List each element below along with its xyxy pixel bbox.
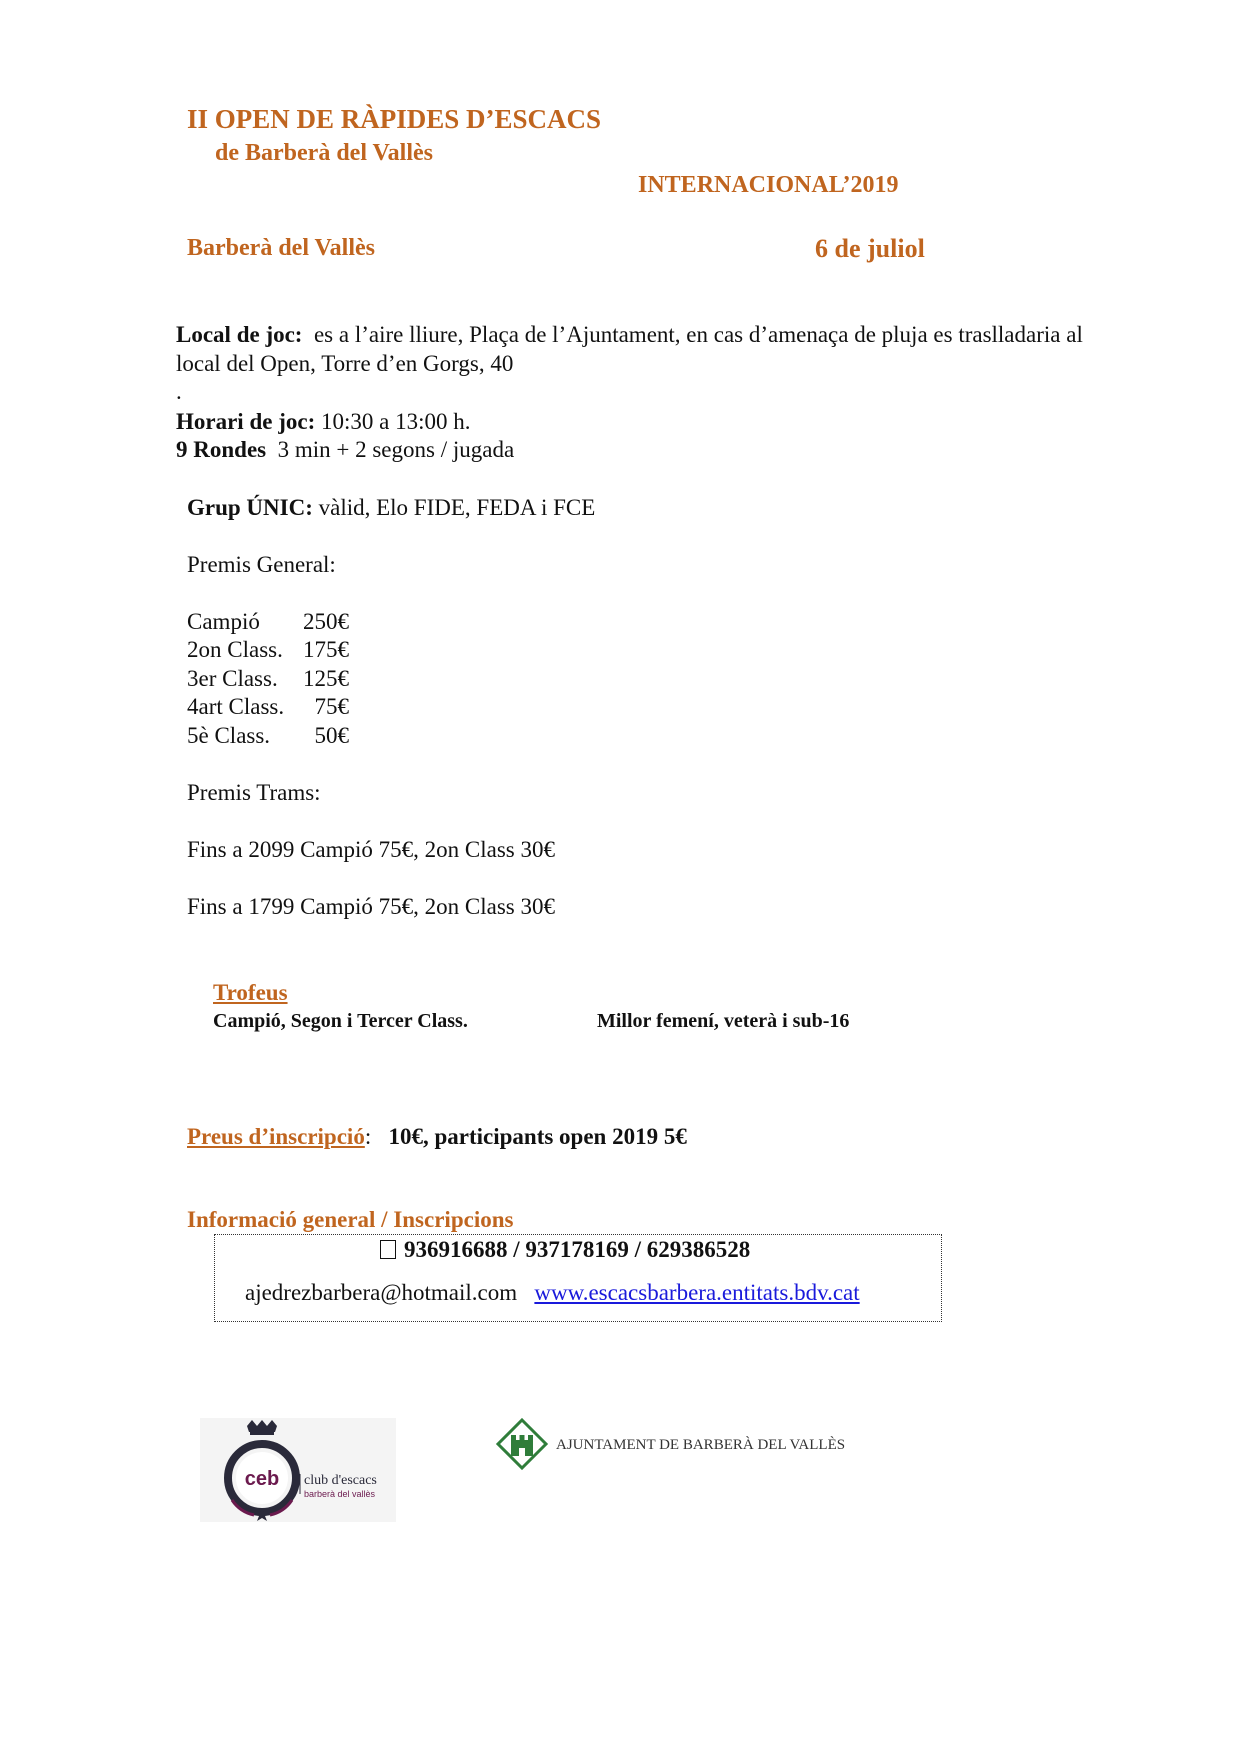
prizes-trams-heading: Premis Trams: xyxy=(187,780,321,805)
prize-row xyxy=(187,637,349,663)
prize-amount: 75€ xyxy=(314,694,349,719)
prize-label: 2on Class. xyxy=(187,637,283,662)
title-line-2: de Barberà del Vallès xyxy=(215,140,434,166)
date: 6 de juliol xyxy=(815,234,925,263)
ajuntament-logo xyxy=(496,1418,846,1468)
info-heading: Informació general / Inscripcions xyxy=(187,1207,514,1232)
club-abbr: ceb xyxy=(244,1468,280,1490)
prize-row xyxy=(187,723,349,749)
schedule-value: 10:30 a 13:00 h. xyxy=(320,409,471,434)
prize-row xyxy=(187,666,349,692)
prize-label: 4art Class. xyxy=(187,694,285,719)
trams-row: Fins a 1799 Campió 75€, 2on Class 30€ xyxy=(187,894,556,919)
venue-line-2: local del Open, Torre d’en Gorgs, 40 xyxy=(176,351,514,376)
club-emblem-icon xyxy=(200,1418,396,1522)
email[interactable]: ajedrezbarbera@hotmail.com xyxy=(245,1280,518,1305)
prize-amount: 250€ xyxy=(303,609,349,634)
venue-line-1 xyxy=(176,322,1083,348)
prize-label: 3er Class. xyxy=(187,666,278,691)
title-line-1: II OPEN DE RÀPIDES D’ESCACS xyxy=(187,104,602,134)
trophies-left: Campió, Segon i Tercer Class. xyxy=(213,1010,468,1032)
trophies-heading: Trofeus xyxy=(213,980,288,1005)
schedule-label: Horari de joc: xyxy=(176,409,316,434)
club-logo xyxy=(200,1418,396,1522)
registration-label: Preus d’inscripció xyxy=(187,1124,365,1149)
prize-label: 5è Class. xyxy=(187,723,271,748)
registration-colon: : xyxy=(364,1124,372,1149)
group-label: Grup ÚNIC: xyxy=(187,495,313,520)
prize-amount: 175€ xyxy=(303,637,349,662)
ajuntament-name: AJUNTAMENT DE BARBERÀ DEL VALLÈS xyxy=(556,1437,846,1453)
group xyxy=(187,495,595,521)
prizes-general-heading: Premis General: xyxy=(187,552,336,577)
trophies-right: Millor femení, veterà i sub-16 xyxy=(597,1010,850,1032)
club-name: club d'escacs xyxy=(304,1473,377,1488)
prize-row xyxy=(187,609,349,635)
group-value: vàlid, Elo FIDE, FEDA i FCE xyxy=(318,495,596,520)
venue-dot: . xyxy=(176,379,182,404)
contact-line xyxy=(245,1280,860,1306)
phone-icon xyxy=(380,1240,396,1259)
place: Barberà del Vallès xyxy=(187,235,376,261)
prize-amount: 50€ xyxy=(314,723,349,748)
prize-amount: 125€ xyxy=(303,666,349,691)
schedule xyxy=(176,409,470,435)
venue-text: es a l’aire lliure, Plaça de l’Ajuntament, en cas d’amenaça de pluja es traslladaria al xyxy=(313,322,1083,347)
phones xyxy=(380,1237,750,1263)
rounds-value: 3 min + 2 segons / jugada xyxy=(277,437,515,462)
club-town: barberà del vallès xyxy=(304,1489,376,1499)
prize-label: Campió xyxy=(187,609,260,634)
rounds xyxy=(176,437,514,463)
ajuntament-emblem-icon xyxy=(496,1418,846,1468)
prize-row xyxy=(187,694,349,720)
phones-text: 936916688 / 937178169 / 629386528 xyxy=(404,1237,751,1262)
registration xyxy=(187,1124,687,1150)
subtitle: INTERNACIONAL’2019 xyxy=(638,172,899,198)
website-link[interactable]: www.escacsbarbera.entitats.bdv.cat xyxy=(534,1280,860,1305)
registration-value: 10€, participants open 2019 5€ xyxy=(388,1124,687,1149)
venue-label: Local de joc: xyxy=(176,322,303,347)
trams-row: Fins a 2099 Campió 75€, 2on Class 30€ xyxy=(187,837,556,862)
rounds-label: 9 Rondes xyxy=(176,437,267,462)
